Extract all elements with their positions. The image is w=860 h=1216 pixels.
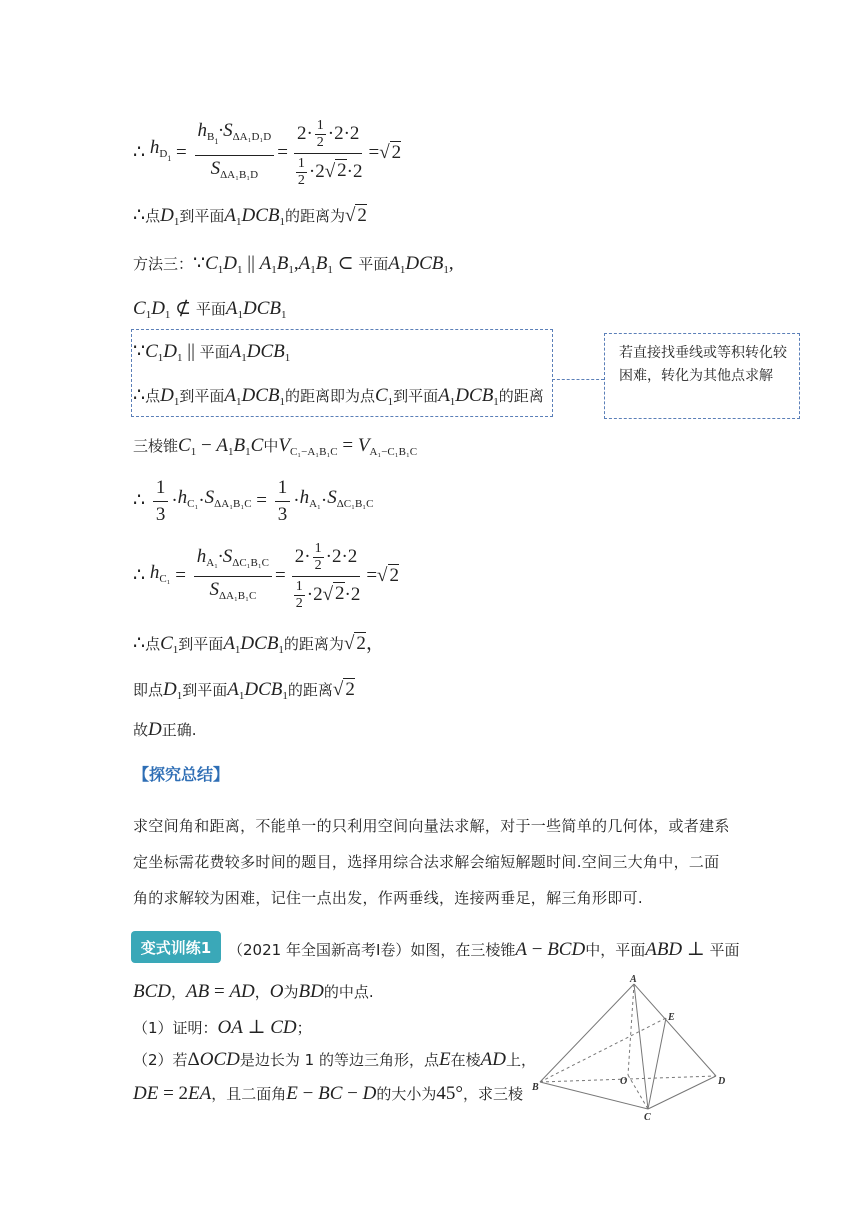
vertex-label-e: E: [668, 1012, 675, 1023]
connector-line: [552, 379, 604, 380]
vertex-label-a: A: [630, 974, 637, 985]
exercise-line-2: BCD，AB = AD，O为BD的中点.: [133, 981, 374, 1002]
summary-heading: 【探究总结】: [133, 765, 230, 784]
formula-hc1: ∴ $h_{C_1}$ = $\frac{h_{A_1}\cdot S_{\Delta C_1B_1C}}{S_{\Delta A_1B_1C}}$ = 2· $\frac{1}{2}$ ·2·2 $\frac{1}{2}$ ·2√ 2·2 =√ 2: [133, 540, 399, 611]
line-distance-c1: ∴点$C_1$到平面$A_1DCB_1$的距离为√ 2，: [133, 633, 385, 656]
summary-body: 求空间角和距离，不能单一的只利用空间向量法求解，对于一些简单的几何体，或者建系定坐标需花费较多时间的题目，选择用综合法求解会缩短解题时间.空间三大角中，二面角的求解较为困难，记住一点出发，作两垂线，连接两垂足，解三角形即可.: [133, 817, 730, 907]
exercise-line-5: DE = 2EA，且二面角E − BC − D的大小为45°，求三棱: [133, 1083, 523, 1104]
pyramid-figure: [530, 972, 740, 1124]
formula-hd1: ∴ $h_{D_1}$ = $\frac{h_{B_1}\cdot S_{\Delta A_1D_1D}}{S_{\Delta A_1B_1D}}$ = 2· $\frac{1}{2}$ ·2·2 $\frac{1}{2}$ ·2√ 2·2 =√ 2: [133, 117, 402, 188]
note-text: 若直接找垂线或等积转化较困难，转化为其他点求解: [619, 345, 787, 384]
vertex-label-b: B: [532, 1082, 539, 1093]
line-conclusion: 故D正确.: [133, 719, 197, 740]
exercise-badge: 变式训练1: [131, 931, 221, 963]
line-equivalent-distance: ∴点$D_1$到平面$A_1DCB_1$的距离即为点$C_1$到平面$A_1DCB_1$的距离: [133, 385, 544, 408]
line-method3: 方法三：$\because C_1D_1$ || $A_1B_1,A_1B_1$ ⊂ 平面$A_1DCB_1$,: [133, 253, 454, 276]
vertex-label-d: D: [718, 1076, 726, 1087]
exercise-line-4: （2）若ΔOCD是边长为 1 的等边三角形，点E在棱AD上，: [133, 1049, 536, 1070]
line-distance-d1-result: 即点$D_1$到平面$A_1DCB_1$的距离√ 2: [133, 679, 355, 702]
vertex-label-c: C: [644, 1112, 651, 1123]
vertex-label-o: O: [620, 1076, 628, 1087]
formula-volume-equal: ∴ $\frac{1}{3}$ · $h_{C_1}$ · $S_{\Delta A_1B_1C}$ = $\frac{1}{3}$ · $h_{A_1}$ · $S_{\Delta C_1B_1C}$: [133, 476, 374, 525]
line-parallel: $\because C_1D_1$ || 平面$A_1DCB_1$: [133, 341, 291, 364]
exercise-line-1: （2021 年全国新高考Ⅰ卷）如图，在三棱锥A − BCD中，平面ABD ⊥ 平面: [228, 939, 740, 960]
line-not-subset: $C_1D_1$ ⊄ 平面$A_1DCB_1$: [133, 298, 287, 321]
exercise-line-3: （1）证明：OA ⊥ CD；: [133, 1017, 312, 1038]
line-pyramid-volume: 三棱锥$C_1 - A_1B_1C$中$V_{C_1-A_1B_1C} = V_{A_1-C_1B_1C}$: [133, 435, 418, 458]
line-distance-d1: ∴点$D_1$到平面$A_1DCB_1$的距离为√ 2: [133, 205, 367, 228]
note-box: [604, 333, 800, 419]
